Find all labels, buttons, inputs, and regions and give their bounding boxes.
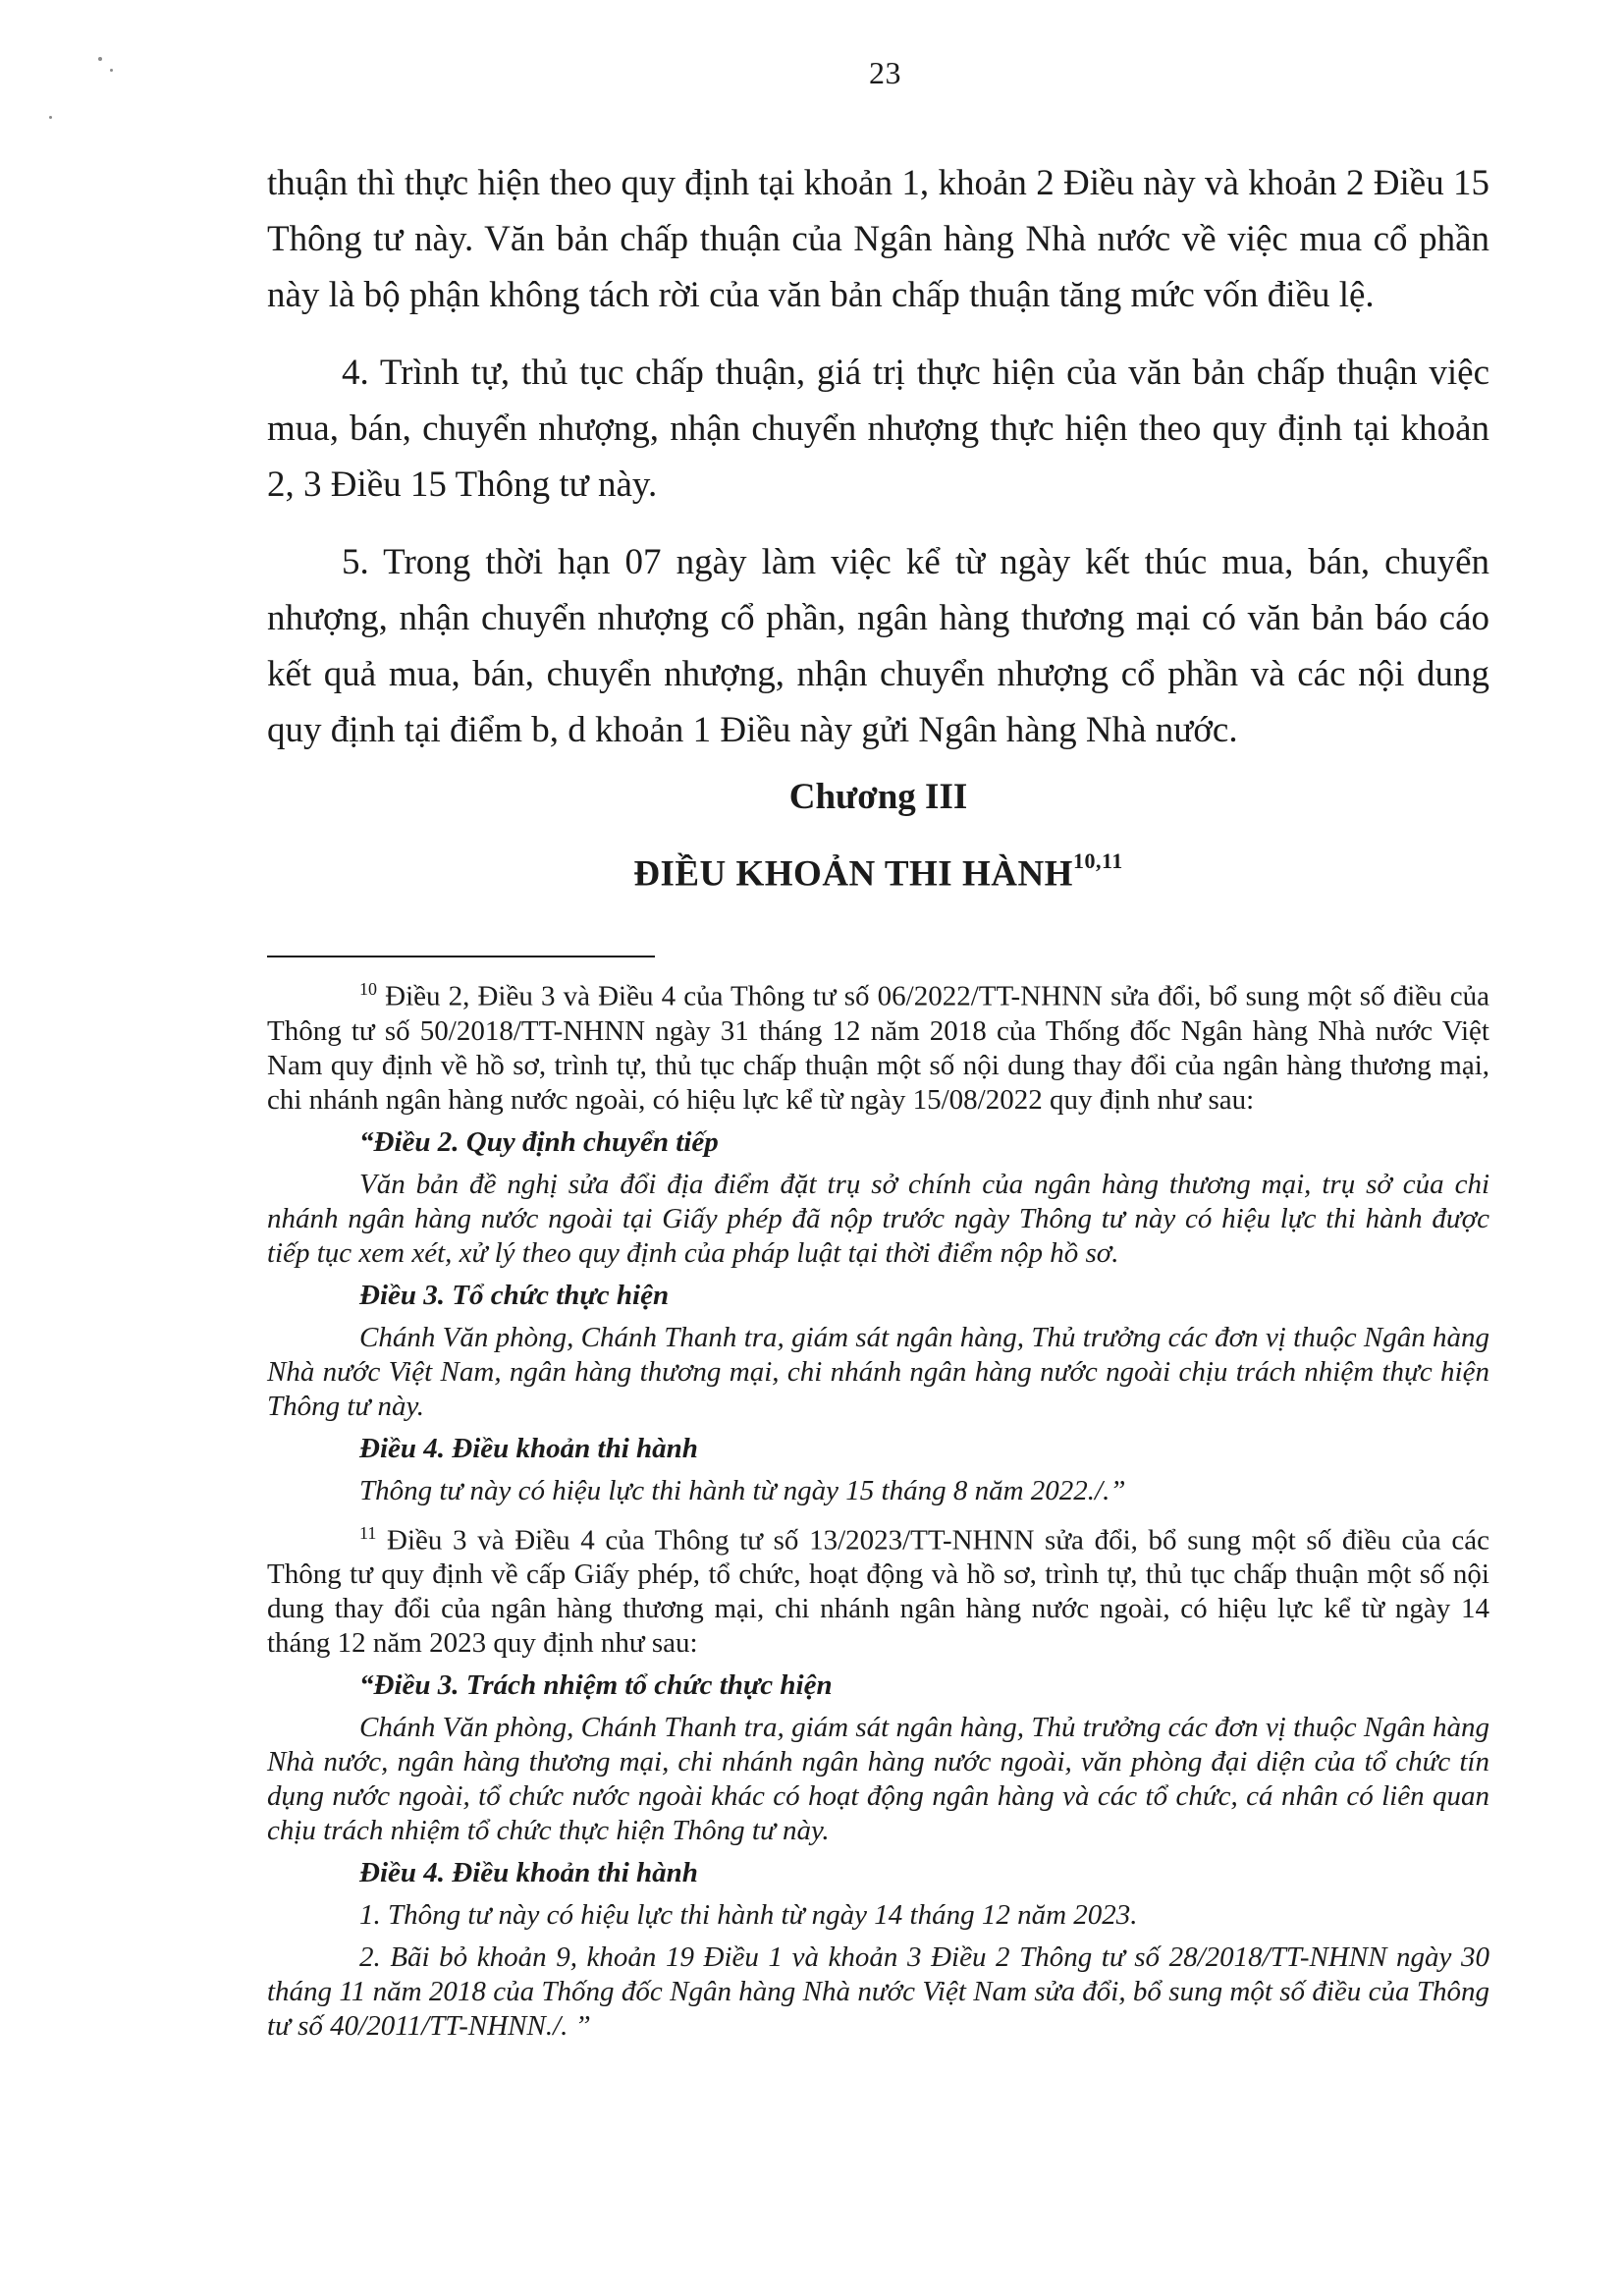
footnote-11-article-4-item-1: 1. Thông tư này có hiệu lực thi hành từ ngày 14 tháng 12 năm 2023. [359,1899,1138,1932]
body-text [267,155,1489,780]
footnote-separator [267,956,655,957]
paragraph-clause-4: 4. Trình tự, thủ tục chấp thuận, giá trị thực hiện của văn bản chấp thuận việc mua, bán, chuyển nhượng, nhận chuyển nhượng thực hiện theo quy định tại khoản 2, 3 Điều 15 Thông tư này. [267,353,1489,505]
footnote-10-article-4-title: Điều 4. Điều khoản thi hành [359,1432,698,1464]
chapter-title [267,848,1489,895]
footnote-11-article-4-item-2: 2. Bãi bỏ khoản 9, khoản 19 Điều 1 và khoản 3 Điều 2 Thông tư số 28/2018/TT-NHNN ngày 30 tháng 11 năm 2018 của Thống đốc Ngân hàng Nhà nước Việt Nam sửa đổi, bổ sung một số điều của Thông tư số 40/2011/TT-NHNN./. ” [267,1941,1489,2043]
footnote-11-intro [267,1516,1489,1662]
footnote-10-article-3-title: Điều 3. Tổ chức thực hiện [359,1279,670,1311]
footnote-refs: 10,11 [1072,848,1123,873]
footnote-10-text: Điều 2, Điều 3 và Điều 4 của Thông tư số 06/2022/TT-NHNN sửa đổi, bổ sung một số điều của Thông tư số 50/2018/TT-NHNN ngày 31 tháng 12 năm 2018 của Thống đốc Ngân hàng Nhà nước Việt Nam quy định về hồ sơ, trình tự, thủ tục chấp thuận một số nội dung thay đổi của ngân hàng thương mại, chi nhánh ngân hàng nước ngoài, có hiệu lực kể từ ngày 15/08/2022 quy định như sau: [267,980,1489,1116]
footnote-11-marker: 11 [359,1522,377,1543]
scan-speck [49,116,52,119]
page-number: 23 [869,55,901,90]
footnote-10-article-2-title: “Điều 2. Quy định chuyển tiếp [359,1125,719,1158]
footnote-11-article-3-text: Chánh Văn phòng, Chánh Thanh tra, giám sát ngân hàng, Thủ trưởng các đơn vị thuộc Ngân hàng Nhà nước, ngân hàng thương mại, chi nhánh ngân hàng nước ngoài, văn phòng đại diện của tổ chức tín dụng nước ngoài, tổ chức nước ngoài khác có hoạt động ngân hàng và các tổ chức, cá nhân có liên quan chịu trách nhiệm tổ chức thực hiện Thông tư này. [267,1712,1489,1847]
paragraph-continuation: thuận thì thực hiện theo quy định tại khoản 1, khoản 2 Điều này và khoản 2 Điều 15 Thông tư này. Văn bản chấp thuận của Ngân hàng Nhà nước về việc mua cổ phần này là bộ phận không tách rời của văn bản chấp thuận tăng mức vốn điều lệ. [267,163,1489,315]
footnote-10-article-2-text: Văn bản đề nghị sửa đổi địa điểm đặt trụ sở chính của ngân hàng thương mại, trụ sở của chi nhánh ngân hàng nước ngoài tại Giấy phép đã nộp trước ngày Thông tư này có hiệu lực thi hành được tiếp tục xem xét, xử lý theo quy định của pháp luật tại thời điểm nộp hồ sơ. [267,1168,1489,1269]
footnote-11-article-4-title: Điều 4. Điều khoản thi hành [359,1857,698,1889]
footnote-10-article-3-text: Chánh Văn phòng, Chánh Thanh tra, giám sát ngân hàng, Thủ trưởng các đơn vị thuộc Ngân hàng Nhà nước Việt Nam, ngân hàng thương mại, chi nhánh ngân hàng nước ngoài chịu trách nhiệm thực hiện Thông tư này. [267,1321,1489,1422]
footnote-10-article-4-text: Thông tư này có hiệu lực thi hành từ ngày 15 tháng 8 năm 2022./.” [359,1474,1126,1506]
footnote-11-article-3-title: “Điều 3. Trách nhiệm tổ chức thực hiện [359,1669,833,1702]
paragraph-clause-5: 5. Trong thời hạn 07 ngày làm việc kể từ ngày kết thúc mua, bán, chuyển nhượng, nhận chuyển nhượng cổ phần, ngân hàng thương mại có văn bản báo cáo kết quả mua, bán, chuyển nhượng, nhận chuyển nhượng cổ phần và các nội dung quy định tại điểm b, d khoản 1 Điều này gửi Ngân hàng Nhà nước. [267,542,1489,750]
chapter-title-text: ĐIỀU KHOẢN THI HÀNH [633,853,1073,895]
footnote-10-intro [267,972,1489,1118]
chapter-label: Chương III [788,777,968,817]
footnotes [267,972,1489,2051]
footnote-11-text: Điều 3 và Điều 4 của Thông tư số 13/2023/TT-NHNN sửa đổi, bổ sung một số điều của các Thông tư quy định về cấp Giấy phép, tổ chức, hoạt động và hồ sơ, trình tự, thủ tục chấp thuận một số nội dung thay đổi của ngân hàng thương mại, chi nhánh ngân hàng nước ngoài, có hiệu lực kể từ ngày 14 tháng 12 năm 2023 quy định như sau: [267,1524,1489,1660]
footnote-10-marker: 10 [359,979,377,999]
